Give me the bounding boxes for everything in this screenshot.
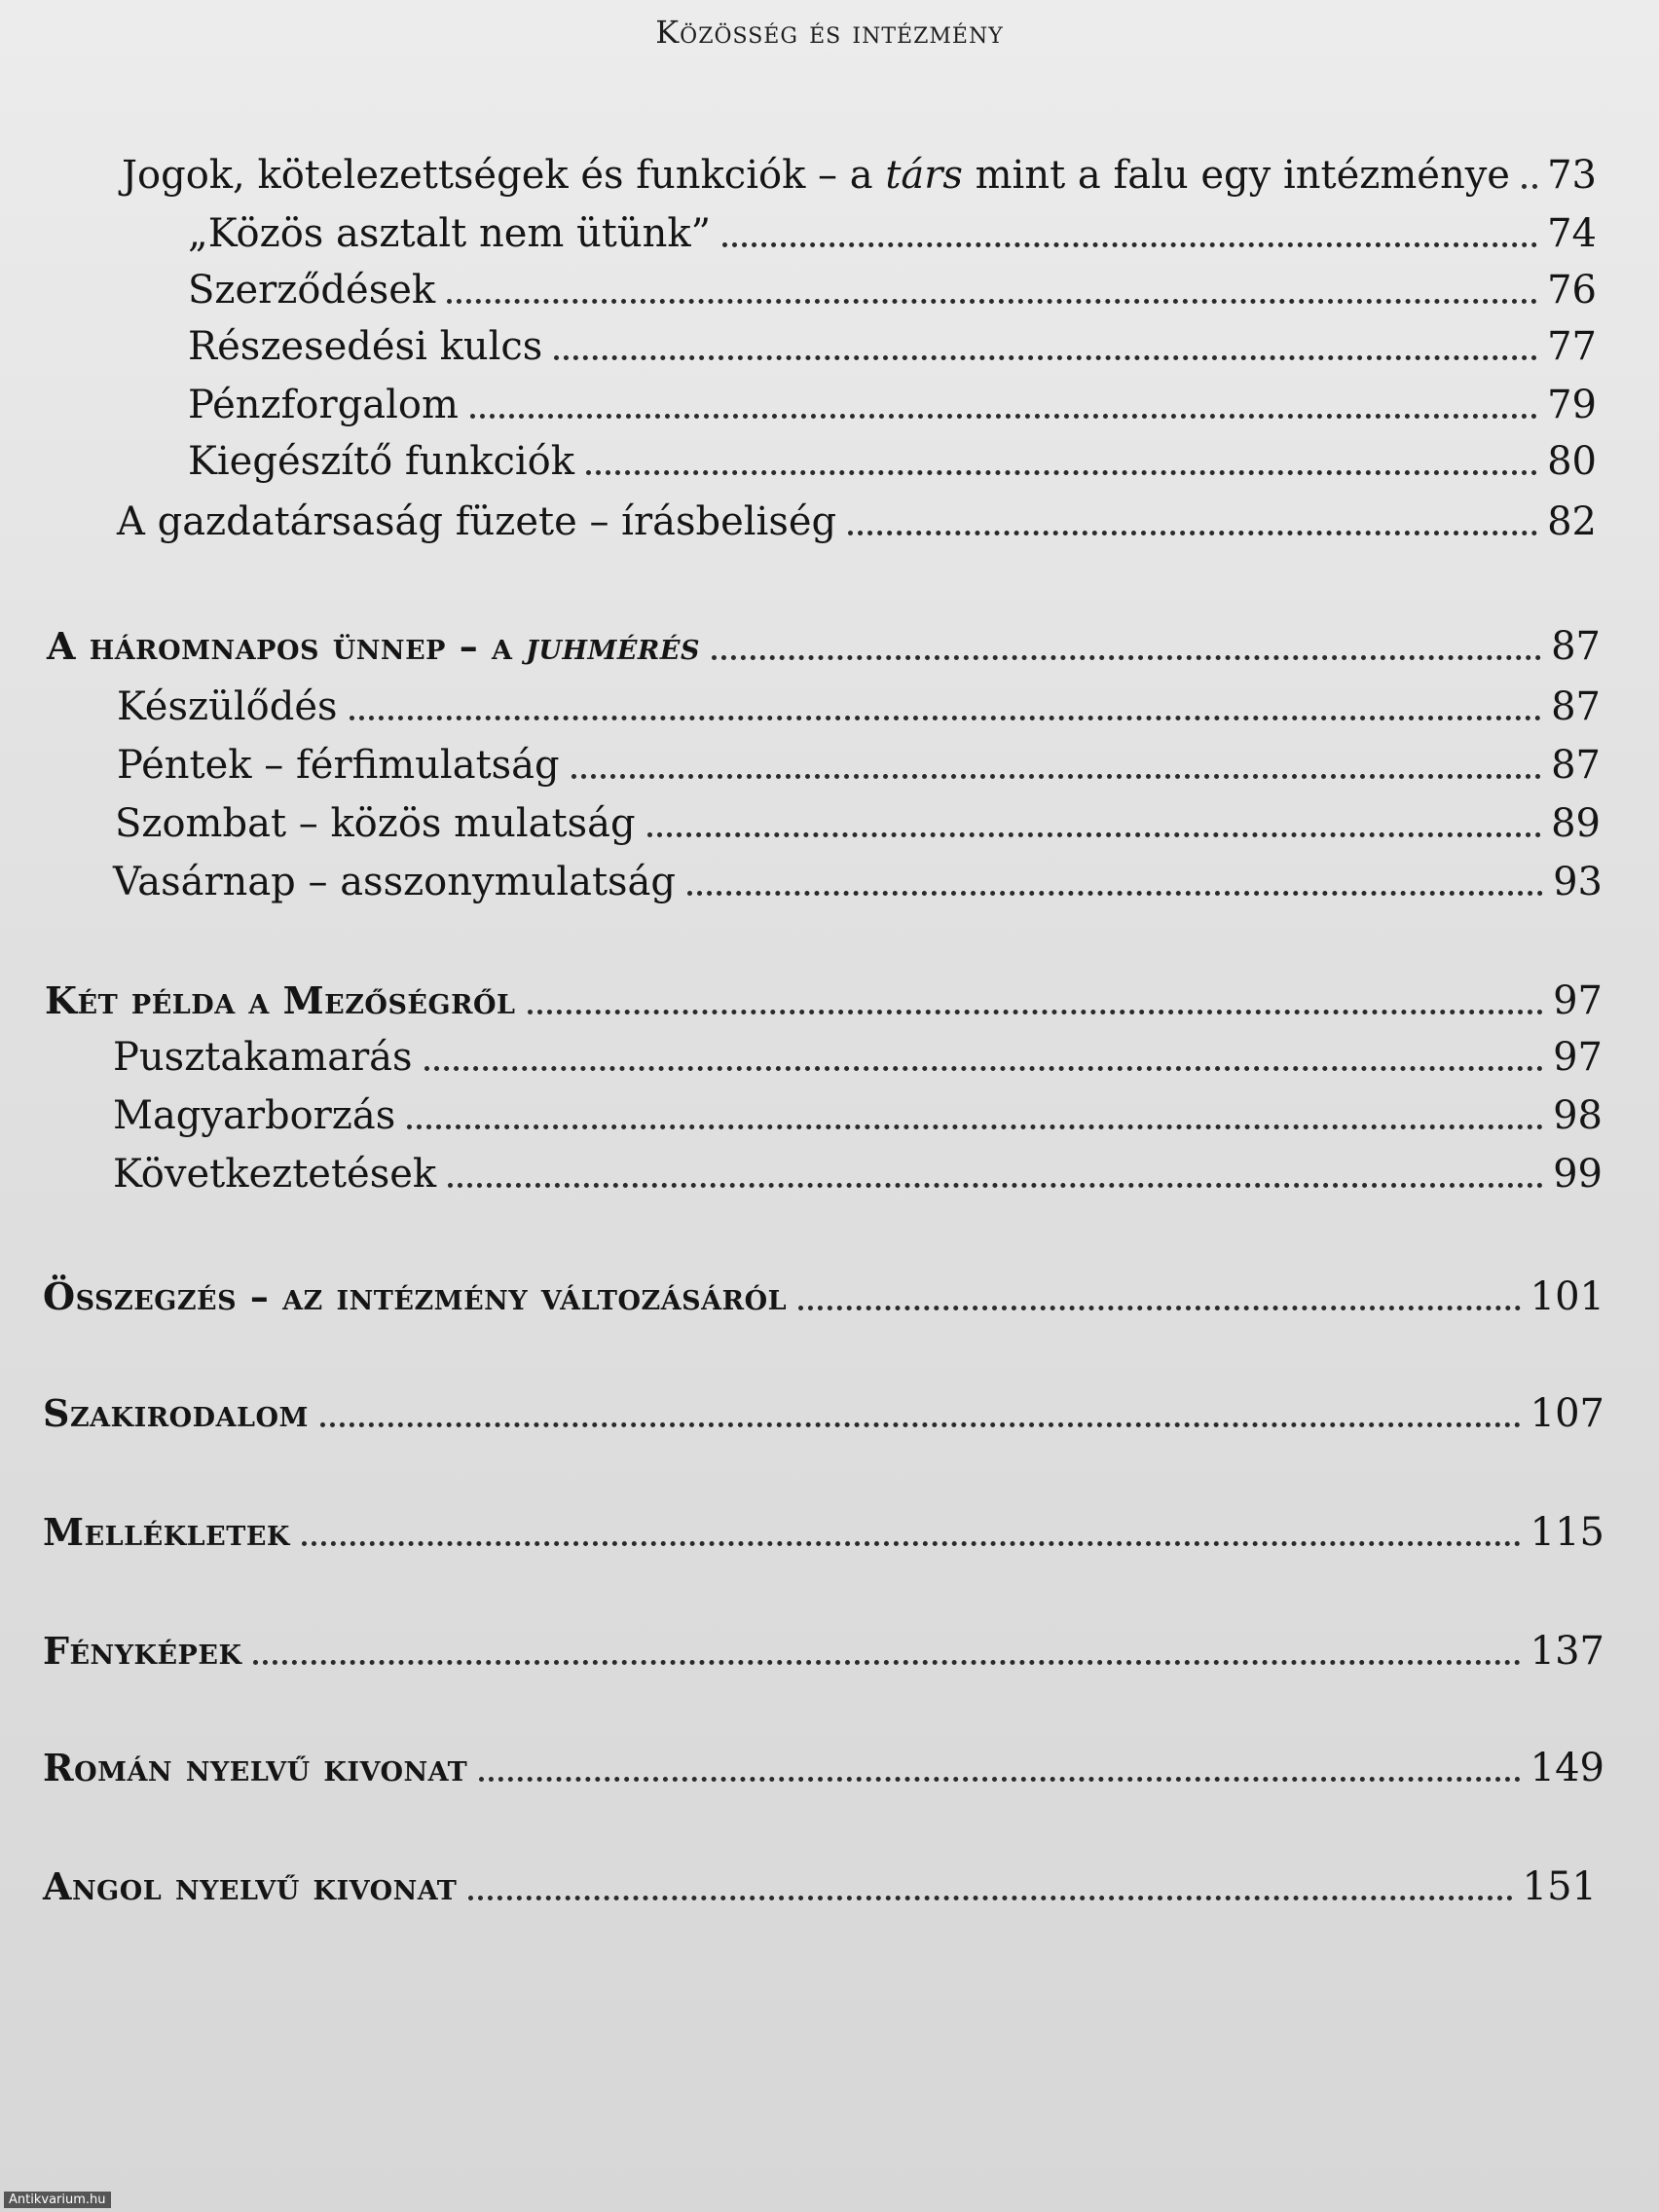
toc-chapter-title: Román nyelvű kivonat: [43, 1746, 468, 1789]
toc-chapter-title: Összegzés – az intézmény változásáról: [43, 1274, 788, 1318]
toc-entry-page: 97: [1553, 978, 1603, 1023]
toc-entry: [188, 319, 1597, 374]
toc-entry-page: 107: [1530, 1391, 1604, 1436]
toc-entry-title: Pusztakamarás: [113, 1035, 413, 1080]
toc-chapter-title: Angol nyelvű kivonat: [43, 1864, 458, 1908]
toc-entry-title: Jogok, kötelezettségek és funkciók – a társ mint a falu egy intézménye: [122, 153, 1510, 198]
toc-entry-page: 99: [1553, 1152, 1603, 1197]
toc-entry-page: 80: [1547, 439, 1597, 484]
watermark-logo: Antikvarium.hu: [4, 2192, 111, 2208]
dot-leader: [479, 1776, 1520, 1782]
dot-leader: [1522, 183, 1537, 189]
dot-leader: [302, 1540, 1521, 1546]
toc-entry: [117, 680, 1601, 734]
toc-entry-title: Részesedési kulcs: [188, 324, 543, 369]
toc-entry: [113, 1030, 1603, 1085]
dot-leader: [350, 715, 1542, 720]
toc-entry-title: Következtetések: [113, 1152, 437, 1197]
dot-leader: [407, 1124, 1543, 1129]
toc-entry: [188, 378, 1597, 432]
toc-entry-title: Szerződések: [188, 268, 436, 313]
toc-chapter-title: Két példa a Mezőségről: [45, 978, 516, 1022]
toc-chapter-title: Szakirodalom: [43, 1391, 309, 1435]
toc-entry: [188, 434, 1597, 489]
toc-entry-page: 98: [1553, 1093, 1603, 1138]
toc-entry-page: 82: [1547, 499, 1597, 544]
toc-entry-title: „Közös asztalt nem ütünk”: [188, 211, 712, 256]
toc-entry-title: Készülődés: [117, 684, 338, 729]
dot-leader: [687, 890, 1543, 896]
dot-leader: [253, 1659, 1520, 1665]
toc-entry: [188, 263, 1597, 317]
toc-chapter-heading: [43, 1860, 1597, 1914]
toc-entry-title: Kiegészítő funkciók: [188, 439, 574, 484]
dot-leader: [848, 530, 1537, 535]
dot-leader: [554, 354, 1537, 360]
dot-leader: [448, 1182, 1543, 1188]
toc-entry-page: 137: [1530, 1629, 1604, 1674]
toc-entry: [113, 1088, 1603, 1143]
toc-entry-page: 115: [1530, 1510, 1604, 1555]
toc-chapter-heading: [47, 619, 1601, 674]
toc-entry-page: 87: [1551, 684, 1601, 729]
dot-leader: [424, 1065, 1544, 1071]
toc-chapter-heading: [43, 1741, 1604, 1795]
dot-leader: [468, 1895, 1512, 1900]
toc-entry: [122, 148, 1597, 203]
toc-entry: [117, 495, 1597, 549]
toc-entry-page: 73: [1547, 153, 1597, 198]
toc-entry-page: 79: [1547, 383, 1597, 427]
toc-chapter-title: Mellékletek: [43, 1510, 290, 1554]
toc-entry-page: 97: [1553, 1035, 1603, 1080]
toc-entry: [115, 796, 1601, 851]
dot-leader: [447, 298, 1537, 304]
toc-entry-page: 87: [1551, 624, 1601, 669]
dot-leader: [320, 1421, 1521, 1427]
toc-chapter-heading: [43, 1386, 1604, 1441]
toc-chapter-title: Fényképek: [43, 1629, 242, 1673]
toc-entry-page: 87: [1551, 743, 1601, 788]
toc-entry-title: Péntek – férfimulatság: [117, 743, 560, 788]
toc-entry: [117, 738, 1601, 793]
dot-leader: [798, 1305, 1521, 1310]
toc-entry-title: Pénzforgalom: [188, 383, 459, 427]
toc-entry-title: Vasárnap – asszonymulatság: [113, 860, 677, 904]
toc-entry-page: 149: [1530, 1746, 1604, 1790]
toc-entry-title: Szombat – közös mulatság: [115, 801, 636, 846]
running-header: Közösség és intézmény: [655, 14, 1004, 51]
toc-entry: [113, 855, 1603, 909]
dot-leader: [470, 413, 1537, 419]
toc-entry-page: 151: [1522, 1864, 1597, 1909]
toc-entry-page: 93: [1553, 860, 1603, 904]
toc-entry-title: A gazdatársaság füzete – írásbeliség: [117, 499, 837, 544]
toc-entry-page: 74: [1547, 211, 1597, 256]
toc-entry-page: 101: [1530, 1274, 1604, 1319]
toc-entry: [188, 206, 1597, 261]
toc-entry-page: 77: [1547, 324, 1597, 369]
toc-entry: [113, 1147, 1603, 1201]
toc-chapter-heading: [45, 974, 1603, 1028]
toc-chapter-heading: [43, 1624, 1604, 1678]
dot-leader: [528, 1009, 1544, 1014]
toc-entry-page: 89: [1551, 801, 1601, 846]
toc-entry-title: Magyarborzás: [113, 1093, 396, 1138]
dot-leader: [722, 241, 1537, 247]
toc-entry-page: 76: [1547, 268, 1597, 313]
toc-chapter-title: A háromnapos ünnep – a juhmérés: [47, 624, 700, 668]
dot-leader: [647, 831, 1542, 837]
dot-leader: [586, 469, 1537, 475]
dot-leader: [712, 654, 1541, 660]
toc-chapter-heading: [43, 1270, 1604, 1324]
dot-leader: [571, 773, 1541, 779]
toc-chapter-heading: [43, 1505, 1604, 1560]
